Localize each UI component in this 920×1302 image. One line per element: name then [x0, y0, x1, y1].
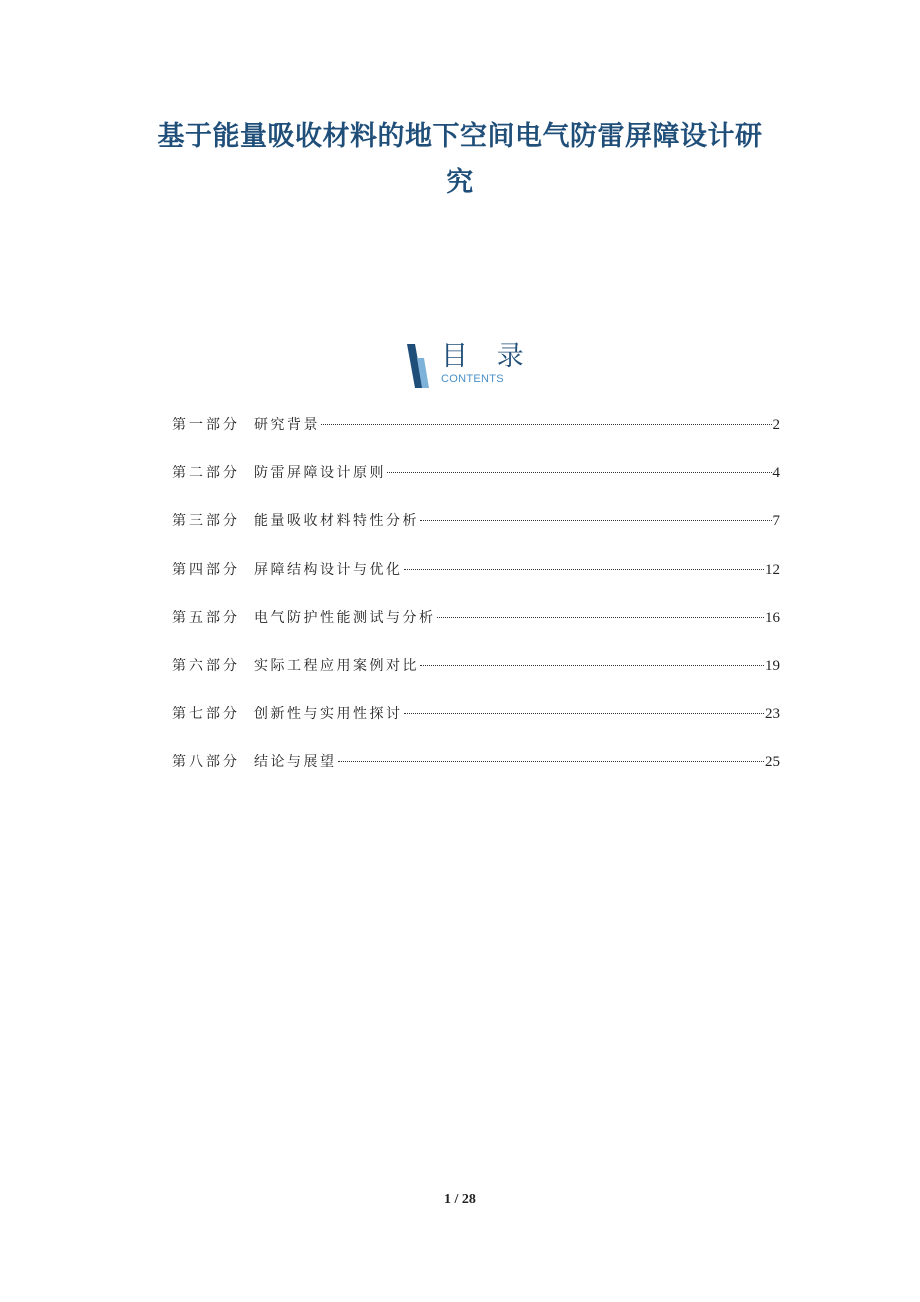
document-title-line-2: 究 [446, 167, 474, 198]
toc-entry-title: 电气防护性能测试与分析 [254, 609, 436, 626]
toc-entry[interactable] [172, 461, 780, 509]
toc-list [172, 413, 780, 799]
toc-entry-page: 25 [765, 754, 780, 771]
toc-entry-leader [437, 617, 765, 618]
toc-entry[interactable] [172, 509, 780, 557]
toc-entry-leader [404, 569, 765, 570]
toc-entry-page: 7 [772, 513, 780, 530]
toc-entry-title: 结论与展望 [254, 754, 337, 771]
toc-entry-part: 第四部分 [172, 561, 240, 578]
toc-heading: 目 录 [441, 341, 534, 372]
toc-entry-leader [420, 520, 772, 521]
toc-entry-title: 实际工程应用案例对比 [254, 657, 419, 674]
toc-entry[interactable] [172, 654, 780, 702]
toc-entry[interactable] [172, 413, 780, 461]
document-title-line-1: 基于能量吸收材料的地下空间电气防雷屏障设计研 [157, 121, 763, 152]
toc-entry-part: 第八部分 [172, 754, 240, 771]
toc-entry-title: 屏障结构设计与优化 [254, 561, 403, 578]
document-title [120, 114, 800, 206]
toc-entry[interactable] [172, 558, 780, 606]
toc-entry-title: 研究背景 [254, 417, 320, 433]
toc-entry-leader [321, 424, 772, 425]
toc-entry-leader [420, 665, 764, 666]
toc-entry-part: 第六部分 [172, 657, 240, 674]
toc-entry-page: 2 [772, 417, 780, 433]
toc-entry-part: 第一部分 [172, 417, 240, 433]
toc-bookmark-icon [405, 344, 431, 388]
toc-entry-part: 第五部分 [172, 609, 240, 626]
toc-entry-page: 4 [772, 465, 780, 482]
toc-entry-leader [387, 472, 772, 473]
toc-entry-title: 创新性与实用性探讨 [254, 706, 403, 723]
toc-entry-title: 能量吸收材料特性分析 [254, 513, 419, 530]
toc-subheading: CONTENTS [441, 373, 504, 385]
toc-entry-page: 19 [765, 657, 780, 674]
toc-entry-title: 防雷屏障设计原则 [254, 465, 386, 482]
toc-entry-page: 23 [765, 706, 780, 723]
toc-entry-part: 第七部分 [172, 706, 240, 723]
toc-header [405, 340, 545, 390]
toc-entry[interactable] [172, 750, 780, 798]
page-number: 1 / 28 [444, 1192, 476, 1207]
toc-entry[interactable] [172, 702, 780, 750]
toc-entry[interactable] [172, 606, 780, 654]
toc-entry-page: 16 [765, 609, 780, 626]
toc-entry-page: 12 [765, 561, 780, 578]
toc-entry-part: 第三部分 [172, 513, 240, 530]
toc-entry-part: 第二部分 [172, 465, 240, 482]
toc-entry-leader [404, 713, 765, 714]
toc-entry-leader [338, 761, 765, 762]
